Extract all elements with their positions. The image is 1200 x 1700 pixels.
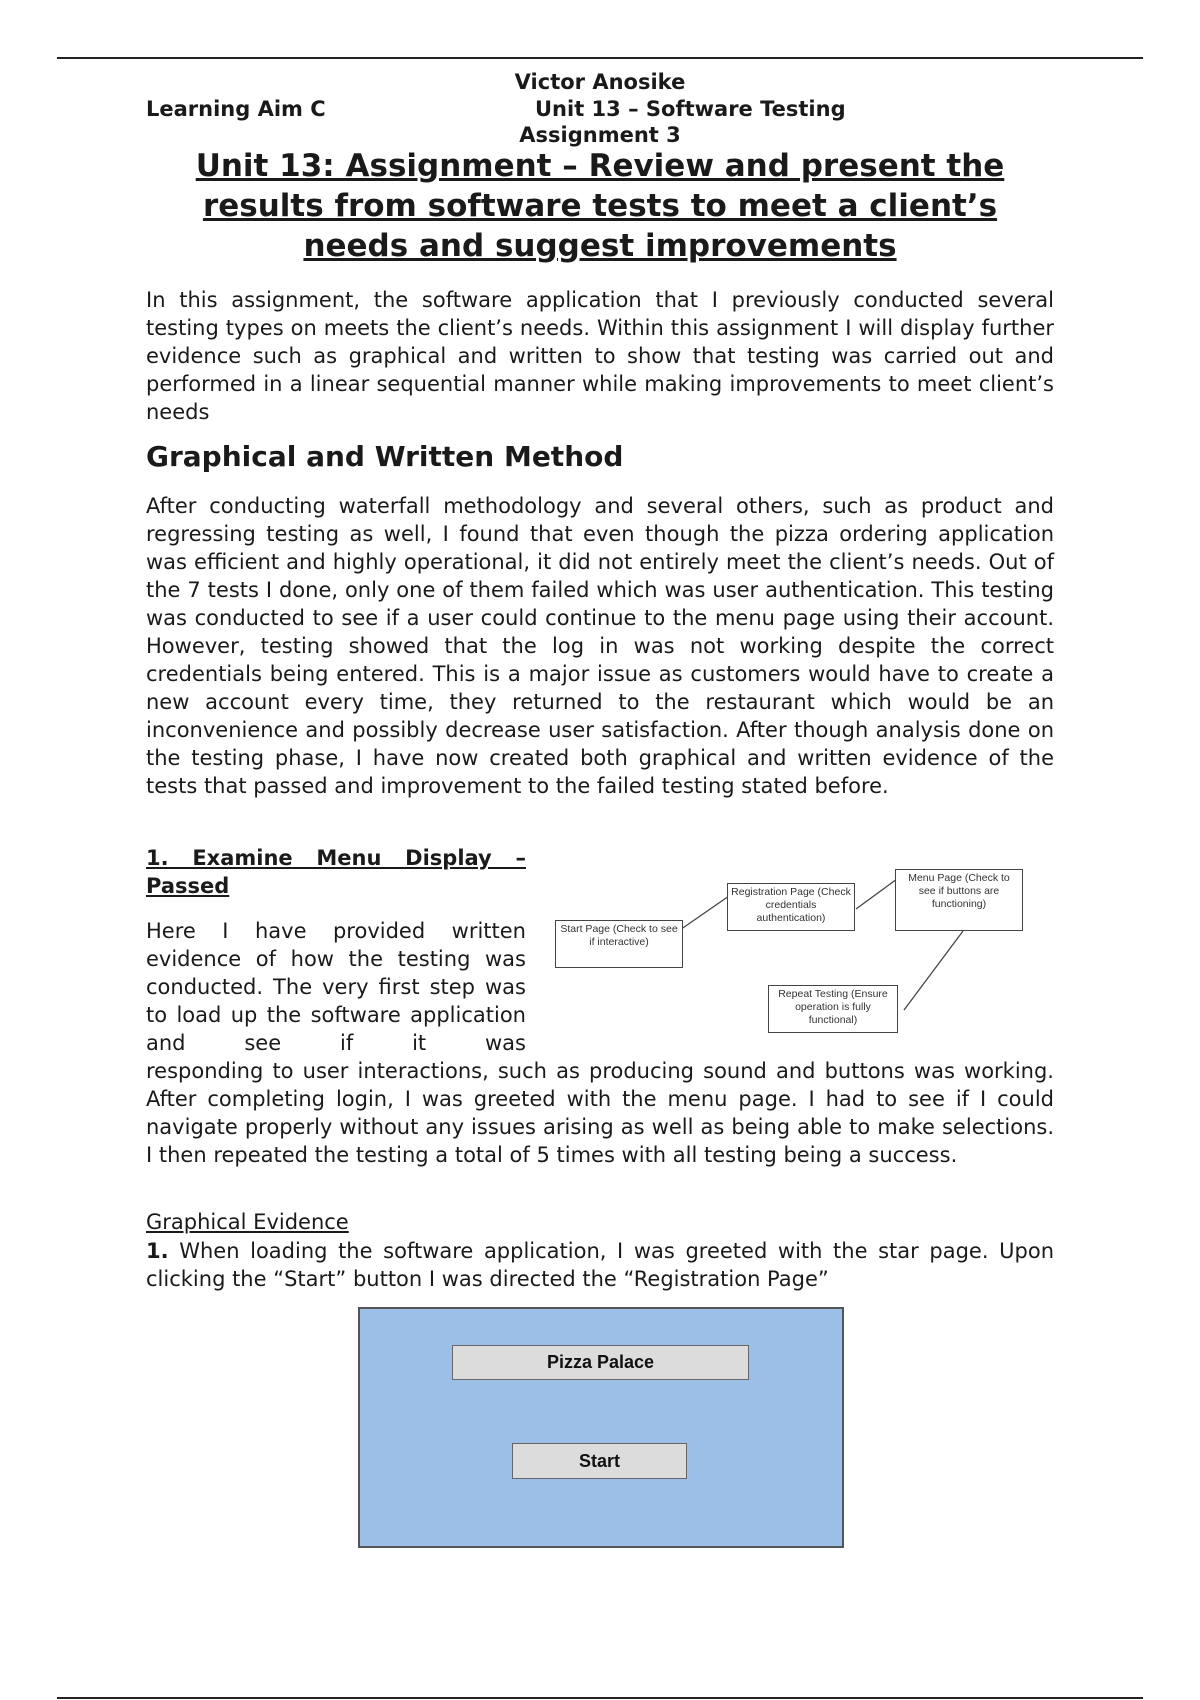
app-screenshot-start-page	[358, 1307, 844, 1548]
testing-flowchart	[548, 864, 1024, 1036]
flow-box-registration-page: Registration Page (Check credentials authentication)	[727, 883, 855, 931]
connector-menu-to-repeat	[904, 931, 963, 1010]
flow-box-menu-page: Menu Page (Check to see if buttons are functioning)	[895, 869, 1023, 931]
pizza-palace-title-button: Pizza Palace	[452, 1345, 749, 1380]
start-button[interactable]: Start	[512, 1443, 687, 1479]
page-header	[146, 70, 1054, 150]
graphical-evidence-step-1	[146, 1237, 1054, 1293]
section-body-paragraph: After conducting waterfall methodology and several others, such as product and regressing testing as well, I found that even though the pizza ordering application was efficient and highly operational, it did not entirely meet the client’s needs. Out of the 7 tests I done, only one of them failed which was user authentication. This testing was conducted to see if a user could continue to the menu page using their account. However, testing showed that the log in was not working despite the correct credentials being entered. This is a major issue as customers would have to create a new account every time, they returned to the restaurant which would be an inconvenience and possibly decrease user satisfaction. After though analysis done on the testing phase, I have now created both graphical and written evidence of the tests that passed and improvement to the failed testing stated before.	[146, 494, 1054, 798]
learning-aim: Learning Aim C	[146, 97, 326, 121]
assignment-label: Assignment 3	[519, 123, 681, 147]
menu-test-text-narrow: Here I have provided written evidence of how the testing was conducted. The very first step was to load up the software application and see if it was	[146, 919, 526, 1055]
flow-box-repeat-testing: Repeat Testing (Ensure operation is fully functional)	[768, 985, 898, 1033]
flow-box-start-page: Start Page (Check to see if interactive)	[555, 920, 683, 968]
section-heading: Graphical and Written Method	[146, 440, 624, 473]
menu-test-heading-line1: 1. Examine Menu Display –	[146, 846, 526, 870]
connector-registration-to-menu	[856, 879, 897, 909]
graphical-evidence-label: Graphical Evidence	[146, 1210, 349, 1234]
menu-test-heading-line2: Passed	[146, 874, 230, 898]
top-rule	[57, 57, 1143, 59]
intro-paragraph: In this assignment, the software application that I previously conducted several testing types on meets the client’s needs. Within this assignment I will display further evidence such as graphical and written to show that testing was carried out and performed in a linear sequential manner while making improvements to meet client’s needs	[146, 288, 1054, 424]
step-text: When loading the software application, I was greeted with the star page. Upon clicking the “Start” button I was directed the “Registration Page”	[146, 1239, 1054, 1291]
bottom-rule	[57, 1697, 1143, 1699]
step-number: 1.	[146, 1239, 169, 1263]
menu-test-heading	[146, 844, 526, 900]
author-name: Victor Anosike	[514, 70, 686, 94]
document-title: Unit 13: Assignment – Review and present the results from software tests to meet a client’s needs and suggest improvements	[195, 148, 1005, 264]
menu-test-text-wide: responding to user interactions, such as producing sound and buttons was working. After completing login, I was greeted with the menu page. I had to see if I could navigate properly without any issues arising as well as being able to make selections. I then repeated the testing a total of 5 times with all testing being a success.	[146, 1059, 1054, 1167]
unit-label: Unit 13 – Software Testing	[535, 97, 846, 121]
connector-start-to-registration	[677, 896, 729, 932]
